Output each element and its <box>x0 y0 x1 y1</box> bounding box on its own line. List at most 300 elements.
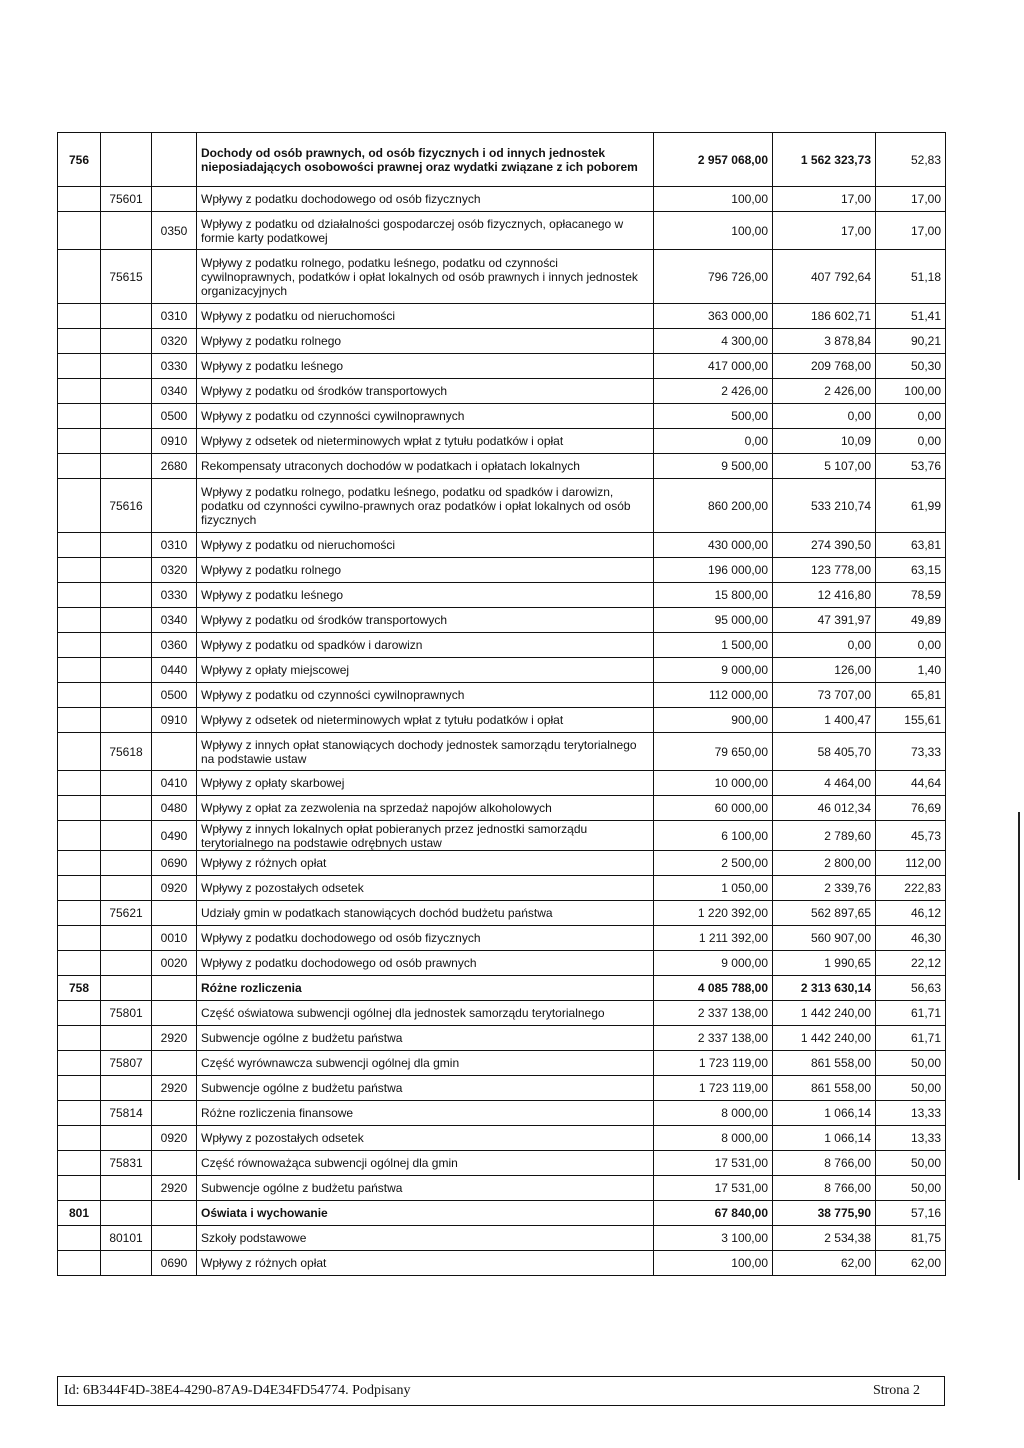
rozdzial-cell <box>101 329 152 354</box>
execution-cell: 4 464,00 <box>773 771 876 796</box>
table-row <box>58 354 946 379</box>
paragraf-cell: 0480 <box>152 796 197 821</box>
plan-cell: 10 000,00 <box>654 771 773 796</box>
percent-cell: 51,41 <box>876 304 946 329</box>
budget-table <box>57 132 946 1276</box>
percent-cell: 17,00 <box>876 212 946 250</box>
description-cell: Wpływy z innych opłat stanowiących dochody jednostek samorządu terytorialnego na podstawie ustaw <box>197 733 654 771</box>
execution-cell: 10,09 <box>773 429 876 454</box>
description-cell: Wpływy z opłaty miejscowej <box>197 658 654 683</box>
execution-cell: 38 775,90 <box>773 1201 876 1226</box>
description-cell: Różne rozliczenia <box>197 976 654 1001</box>
dzial-cell <box>58 379 101 404</box>
description-cell: Szkoły podstawowe <box>197 1226 654 1251</box>
dzial-cell <box>58 354 101 379</box>
percent-cell: 45,73 <box>876 821 946 851</box>
rozdzial-cell <box>101 379 152 404</box>
paragraf-cell: 0410 <box>152 771 197 796</box>
execution-cell: 0,00 <box>773 633 876 658</box>
plan-cell: 1 220 392,00 <box>654 901 773 926</box>
table-row <box>58 976 946 1001</box>
paragraf-cell <box>152 187 197 212</box>
rozdzial-cell <box>101 876 152 901</box>
dzial-cell <box>58 1226 101 1251</box>
table-row <box>58 733 946 771</box>
table-row <box>58 1126 946 1151</box>
percent-cell: 63,81 <box>876 533 946 558</box>
plan-cell: 67 840,00 <box>654 1201 773 1226</box>
description-cell: Dochody od osób prawnych, od osób fizycznych i od innych jednostek nieposiadających osobowości prawnej oraz wydatki związane z ich poborem <box>197 133 654 187</box>
table-row <box>58 583 946 608</box>
paragraf-cell: 0310 <box>152 304 197 329</box>
execution-cell: 1 066,14 <box>773 1126 876 1151</box>
table-row <box>58 608 946 633</box>
plan-cell: 196 000,00 <box>654 558 773 583</box>
description-cell: Wpływy z podatku dochodowego od osób fizycznych <box>197 926 654 951</box>
paragraf-cell <box>152 1001 197 1026</box>
paragraf-cell: 0010 <box>152 926 197 951</box>
rozdzial-cell <box>101 683 152 708</box>
plan-cell: 4 085 788,00 <box>654 976 773 1001</box>
paragraf-cell: 0920 <box>152 876 197 901</box>
description-cell: Wpływy z podatku od środków transportowych <box>197 608 654 633</box>
execution-cell: 2 534,38 <box>773 1226 876 1251</box>
plan-cell: 363 000,00 <box>654 304 773 329</box>
table-row <box>58 250 946 304</box>
percent-cell: 52,83 <box>876 133 946 187</box>
percent-cell: 61,71 <box>876 1001 946 1026</box>
description-cell: Wpływy z podatku rolnego <box>197 558 654 583</box>
percent-cell: 100,00 <box>876 379 946 404</box>
page-number: Strona 2 <box>872 1383 920 1398</box>
execution-cell: 1 442 240,00 <box>773 1001 876 1026</box>
execution-cell: 186 602,71 <box>773 304 876 329</box>
dzial-cell <box>58 633 101 658</box>
plan-cell: 1 050,00 <box>654 876 773 901</box>
percent-cell: 63,15 <box>876 558 946 583</box>
plan-cell: 417 000,00 <box>654 354 773 379</box>
percent-cell: 0,00 <box>876 429 946 454</box>
dzial-cell <box>58 901 101 926</box>
percent-cell: 155,61 <box>876 708 946 733</box>
table-row <box>58 304 946 329</box>
dzial-cell <box>58 876 101 901</box>
paragraf-cell: 0360 <box>152 633 197 658</box>
percent-cell: 46,30 <box>876 926 946 951</box>
dzial-cell <box>58 454 101 479</box>
dzial-cell: 756 <box>58 133 101 187</box>
table-body <box>58 133 946 1276</box>
rozdzial-cell <box>101 404 152 429</box>
execution-cell: 17,00 <box>773 212 876 250</box>
table-row <box>58 1101 946 1126</box>
table-row <box>58 133 946 187</box>
dzial-cell <box>58 404 101 429</box>
table-row <box>58 187 946 212</box>
dzial-cell <box>58 558 101 583</box>
execution-cell: 126,00 <box>773 658 876 683</box>
paragraf-cell <box>152 1201 197 1226</box>
execution-cell: 8 766,00 <box>773 1151 876 1176</box>
plan-cell: 860 200,00 <box>654 479 773 533</box>
description-cell: Część równoważąca subwencji ogólnej dla gmin <box>197 1151 654 1176</box>
plan-cell: 9 500,00 <box>654 454 773 479</box>
description-cell: Wpływy z podatku dochodowego od osób fizycznych <box>197 187 654 212</box>
execution-cell: 2 426,00 <box>773 379 876 404</box>
percent-cell: 62,00 <box>876 1251 946 1276</box>
table-row <box>58 479 946 533</box>
paragraf-cell <box>152 901 197 926</box>
rozdzial-cell <box>101 1126 152 1151</box>
table-row <box>58 1026 946 1051</box>
paragraf-cell: 0320 <box>152 329 197 354</box>
dzial-cell <box>58 1051 101 1076</box>
table-row <box>58 821 946 851</box>
dzial-cell <box>58 1251 101 1276</box>
description-cell: Subwencje ogólne z budżetu państwa <box>197 1176 654 1201</box>
table-row <box>58 1201 946 1226</box>
table-row <box>58 1001 946 1026</box>
description-cell: Wpływy z odsetek od nieterminowych wpłat z tytułu podatków i opłat <box>197 708 654 733</box>
rozdzial-cell <box>101 533 152 558</box>
percent-cell: 0,00 <box>876 633 946 658</box>
execution-cell: 861 558,00 <box>773 1051 876 1076</box>
paragraf-cell <box>152 1101 197 1126</box>
percent-cell: 13,33 <box>876 1126 946 1151</box>
paragraf-cell: 0330 <box>152 583 197 608</box>
description-cell: Wpływy z podatku od czynności cywilnoprawnych <box>197 683 654 708</box>
table-row <box>58 404 946 429</box>
dzial-cell <box>58 1126 101 1151</box>
dzial-cell: 801 <box>58 1201 101 1226</box>
rozdzial-cell <box>101 658 152 683</box>
execution-cell: 1 990,65 <box>773 951 876 976</box>
dzial-cell: 758 <box>58 976 101 1001</box>
dzial-cell <box>58 733 101 771</box>
execution-cell: 209 768,00 <box>773 354 876 379</box>
description-cell: Wpływy z podatku od działalności gospodarczej osób fizycznych, opłacanego w formie karty podatkowej <box>197 212 654 250</box>
execution-cell: 1 066,14 <box>773 1101 876 1126</box>
dzial-cell <box>58 1026 101 1051</box>
table-row <box>58 796 946 821</box>
execution-cell: 0,00 <box>773 404 876 429</box>
plan-cell: 1 723 119,00 <box>654 1076 773 1101</box>
execution-cell: 46 012,34 <box>773 796 876 821</box>
percent-cell: 46,12 <box>876 901 946 926</box>
percent-cell: 44,64 <box>876 771 946 796</box>
paragraf-cell: 0690 <box>152 1251 197 1276</box>
dzial-cell <box>58 1101 101 1126</box>
paragraf-cell: 2920 <box>152 1076 197 1101</box>
percent-cell: 53,76 <box>876 454 946 479</box>
dzial-cell <box>58 304 101 329</box>
dzial-cell <box>58 329 101 354</box>
paragraf-cell: 0690 <box>152 851 197 876</box>
description-cell: Wpływy z odsetek od nieterminowych wpłat z tytułu podatków i opłat <box>197 429 654 454</box>
plan-cell: 500,00 <box>654 404 773 429</box>
execution-cell: 8 766,00 <box>773 1176 876 1201</box>
table-row <box>58 771 946 796</box>
rozdzial-cell <box>101 583 152 608</box>
paragraf-cell: 0340 <box>152 608 197 633</box>
percent-cell: 90,21 <box>876 329 946 354</box>
rozdzial-cell <box>101 708 152 733</box>
plan-cell: 100,00 <box>654 187 773 212</box>
table-row <box>58 329 946 354</box>
percent-cell: 61,99 <box>876 479 946 533</box>
description-cell: Wpływy z podatku od nieruchomości <box>197 304 654 329</box>
rozdzial-cell <box>101 304 152 329</box>
table-row <box>58 1251 946 1276</box>
rozdzial-cell <box>101 212 152 250</box>
dzial-cell <box>58 479 101 533</box>
table-row <box>58 951 946 976</box>
rozdzial-cell <box>101 354 152 379</box>
paragraf-cell: 0320 <box>152 558 197 583</box>
dzial-cell <box>58 212 101 250</box>
rozdzial-cell <box>101 851 152 876</box>
execution-cell: 407 792,64 <box>773 250 876 304</box>
plan-cell: 796 726,00 <box>654 250 773 304</box>
rozdzial-cell <box>101 454 152 479</box>
plan-cell: 95 000,00 <box>654 608 773 633</box>
description-cell: Wpływy z opłat za zezwolenia na sprzedaż napojów alkoholowych <box>197 796 654 821</box>
rozdzial-cell <box>101 608 152 633</box>
execution-cell: 533 210,74 <box>773 479 876 533</box>
execution-cell: 562 897,65 <box>773 901 876 926</box>
execution-cell: 62,00 <box>773 1251 876 1276</box>
execution-cell: 47 391,97 <box>773 608 876 633</box>
rozdzial-cell: 75801 <box>101 1001 152 1026</box>
execution-cell: 2 789,60 <box>773 821 876 851</box>
percent-cell: 222,83 <box>876 876 946 901</box>
plan-cell: 79 650,00 <box>654 733 773 771</box>
percent-cell: 50,30 <box>876 354 946 379</box>
percent-cell: 57,16 <box>876 1201 946 1226</box>
percent-cell: 50,00 <box>876 1176 946 1201</box>
description-cell: Wpływy z innych lokalnych opłat pobieranych przez jednostki samorządu terytorialnego na podstawie odrębnych ustaw <box>197 821 654 851</box>
table-row <box>58 1176 946 1201</box>
rozdzial-cell <box>101 558 152 583</box>
page-footer <box>57 1376 945 1406</box>
percent-cell: 50,00 <box>876 1051 946 1076</box>
rozdzial-cell <box>101 429 152 454</box>
paragraf-cell <box>152 479 197 533</box>
rozdzial-cell <box>101 926 152 951</box>
table-row <box>58 851 946 876</box>
rozdzial-cell <box>101 951 152 976</box>
dzial-cell <box>58 951 101 976</box>
table-row <box>58 926 946 951</box>
description-cell: Wpływy z różnych opłat <box>197 1251 654 1276</box>
table-row <box>58 683 946 708</box>
percent-cell: 17,00 <box>876 187 946 212</box>
table-row <box>58 379 946 404</box>
paragraf-cell: 0340 <box>152 379 197 404</box>
plan-cell: 0,00 <box>654 429 773 454</box>
rozdzial-cell: 75601 <box>101 187 152 212</box>
dzial-cell <box>58 708 101 733</box>
paragraf-cell <box>152 250 197 304</box>
dzial-cell <box>58 796 101 821</box>
description-cell: Rekompensaty utraconych dochodów w podatkach i opłatach lokalnych <box>197 454 654 479</box>
execution-cell: 274 390,50 <box>773 533 876 558</box>
execution-cell: 1 562 323,73 <box>773 133 876 187</box>
rozdzial-cell <box>101 771 152 796</box>
dzial-cell <box>58 771 101 796</box>
execution-cell: 1 442 240,00 <box>773 1026 876 1051</box>
rozdzial-cell <box>101 821 152 851</box>
percent-cell: 49,89 <box>876 608 946 633</box>
paragraf-cell: 0490 <box>152 821 197 851</box>
paragraf-cell: 2920 <box>152 1176 197 1201</box>
description-cell: Wpływy z pozostałych odsetek <box>197 876 654 901</box>
plan-cell: 17 531,00 <box>654 1151 773 1176</box>
table-row <box>58 454 946 479</box>
percent-cell: 76,69 <box>876 796 946 821</box>
execution-cell: 2 313 630,14 <box>773 976 876 1001</box>
plan-cell: 17 531,00 <box>654 1176 773 1201</box>
execution-cell: 2 339,76 <box>773 876 876 901</box>
table-row <box>58 658 946 683</box>
paragraf-cell <box>152 976 197 1001</box>
dzial-cell <box>58 187 101 212</box>
plan-cell: 112 000,00 <box>654 683 773 708</box>
table-row <box>58 876 946 901</box>
description-cell: Wpływy z pozostałych odsetek <box>197 1126 654 1151</box>
paragraf-cell: 0440 <box>152 658 197 683</box>
paragraf-cell <box>152 1226 197 1251</box>
description-cell: Oświata i wychowanie <box>197 1201 654 1226</box>
table-row <box>58 429 946 454</box>
percent-cell: 1,40 <box>876 658 946 683</box>
dzial-cell <box>58 429 101 454</box>
description-cell: Różne rozliczenia finansowe <box>197 1101 654 1126</box>
percent-cell: 13,33 <box>876 1101 946 1126</box>
dzial-cell <box>58 583 101 608</box>
execution-cell: 5 107,00 <box>773 454 876 479</box>
plan-cell: 8 000,00 <box>654 1101 773 1126</box>
dzial-cell <box>58 851 101 876</box>
percent-cell: 22,12 <box>876 951 946 976</box>
percent-cell: 73,33 <box>876 733 946 771</box>
execution-cell: 58 405,70 <box>773 733 876 771</box>
percent-cell: 65,81 <box>876 683 946 708</box>
margin-line <box>1018 812 1020 1180</box>
description-cell: Wpływy z opłaty skarbowej <box>197 771 654 796</box>
plan-cell: 2 337 138,00 <box>654 1001 773 1026</box>
plan-cell: 9 000,00 <box>654 951 773 976</box>
percent-cell: 50,00 <box>876 1151 946 1176</box>
execution-cell: 1 400,47 <box>773 708 876 733</box>
description-cell: Wpływy z podatku rolnego, podatku leśnego, podatku od czynności cywilnoprawnych, podatków i opłat lokalnych od osób prawnych i innych jednostek organizacyjnych <box>197 250 654 304</box>
plan-cell: 3 100,00 <box>654 1226 773 1251</box>
description-cell: Wpływy z podatku rolnego, podatku leśnego, podatku od spadków i darowizn, podatku od czynności cywilno-prawnych oraz podatków i opłat lokalnych od osób fizycznych <box>197 479 654 533</box>
plan-cell: 2 426,00 <box>654 379 773 404</box>
plan-cell: 4 300,00 <box>654 329 773 354</box>
rozdzial-cell: 75618 <box>101 733 152 771</box>
execution-cell: 73 707,00 <box>773 683 876 708</box>
table-row <box>58 558 946 583</box>
dzial-cell <box>58 533 101 558</box>
table-row <box>58 533 946 558</box>
execution-cell: 2 800,00 <box>773 851 876 876</box>
rozdzial-cell: 75814 <box>101 1101 152 1126</box>
description-cell: Wpływy z podatku od czynności cywilnoprawnych <box>197 404 654 429</box>
paragraf-cell: 0310 <box>152 533 197 558</box>
table-row <box>58 212 946 250</box>
plan-cell: 100,00 <box>654 212 773 250</box>
execution-cell: 3 878,84 <box>773 329 876 354</box>
rozdzial-cell <box>101 796 152 821</box>
percent-cell: 0,00 <box>876 404 946 429</box>
percent-cell: 81,75 <box>876 1226 946 1251</box>
table-row <box>58 1151 946 1176</box>
paragraf-cell <box>152 1151 197 1176</box>
plan-cell: 900,00 <box>654 708 773 733</box>
paragraf-cell: 0910 <box>152 708 197 733</box>
percent-cell: 112,00 <box>876 851 946 876</box>
table-row <box>58 708 946 733</box>
rozdzial-cell: 80101 <box>101 1226 152 1251</box>
description-cell: Wpływy z podatku od nieruchomości <box>197 533 654 558</box>
rozdzial-cell: 75831 <box>101 1151 152 1176</box>
plan-cell: 2 337 138,00 <box>654 1026 773 1051</box>
paragraf-cell: 0330 <box>152 354 197 379</box>
dzial-cell <box>58 926 101 951</box>
description-cell: Wpływy z podatku rolnego <box>197 329 654 354</box>
rozdzial-cell <box>101 133 152 187</box>
dzial-cell <box>58 1176 101 1201</box>
execution-cell: 12 416,80 <box>773 583 876 608</box>
execution-cell: 861 558,00 <box>773 1076 876 1101</box>
description-cell: Wpływy z podatku leśnego <box>197 354 654 379</box>
description-cell: Część oświatowa subwencji ogólnej dla jednostek samorządu terytorialnego <box>197 1001 654 1026</box>
percent-cell: 78,59 <box>876 583 946 608</box>
dzial-cell <box>58 821 101 851</box>
paragraf-cell: 0020 <box>152 951 197 976</box>
description-cell: Subwencje ogólne z budżetu państwa <box>197 1076 654 1101</box>
plan-cell: 6 100,00 <box>654 821 773 851</box>
dzial-cell <box>58 1001 101 1026</box>
description-cell: Udziały gmin w podatkach stanowiących dochód budżetu państwa <box>197 901 654 926</box>
description-cell: Wpływy z podatku dochodowego od osób prawnych <box>197 951 654 976</box>
percent-cell: 50,00 <box>876 1076 946 1101</box>
table-row <box>58 1226 946 1251</box>
plan-cell: 1 211 392,00 <box>654 926 773 951</box>
dzial-cell <box>58 1076 101 1101</box>
table-row <box>58 1051 946 1076</box>
plan-cell: 2 500,00 <box>654 851 773 876</box>
plan-cell: 15 800,00 <box>654 583 773 608</box>
rozdzial-cell <box>101 1176 152 1201</box>
rozdzial-cell: 75621 <box>101 901 152 926</box>
rozdzial-cell: 75807 <box>101 1051 152 1076</box>
plan-cell: 8 000,00 <box>654 1126 773 1151</box>
paragraf-cell: 0910 <box>152 429 197 454</box>
dzial-cell <box>58 658 101 683</box>
rozdzial-cell <box>101 1026 152 1051</box>
paragraf-cell: 0920 <box>152 1126 197 1151</box>
description-cell: Część wyrównawcza subwencji ogólnej dla gmin <box>197 1051 654 1076</box>
execution-cell: 17,00 <box>773 187 876 212</box>
execution-cell: 123 778,00 <box>773 558 876 583</box>
description-cell: Wpływy z podatku od spadków i darowizn <box>197 633 654 658</box>
rozdzial-cell <box>101 976 152 1001</box>
description-cell: Subwencje ogólne z budżetu państwa <box>197 1026 654 1051</box>
table-row <box>58 901 946 926</box>
dzial-cell <box>58 1151 101 1176</box>
